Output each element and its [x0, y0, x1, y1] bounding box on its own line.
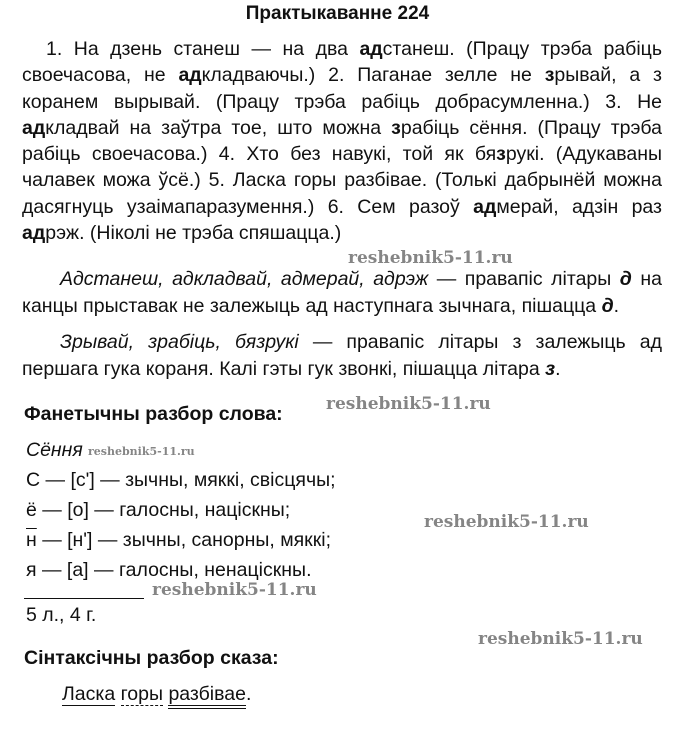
- watermark: reshebnik5-11.ru: [152, 580, 317, 600]
- watermark: reshebnik5-11.ru: [348, 248, 513, 268]
- spelling-rule-z: Зрывай, зрабіць, бязрукі — правапіс літары з залежыць ад першага гука кораня. Калі гэты гук звонкі, пішацца літара з.: [22, 331, 662, 380]
- sentence-object: горы: [120, 683, 164, 705]
- exercise-text: 1. На дзень станеш — на два адстанеш. (Працу трэба рабіць своечасова, не адкладваючы.) 2. Паганае зелле не зрывай, а з коранем вырывай. (Працу трэба рабіць добрасумленна.) 3. Не адкладвай на заўтра тое, што можна зрабіць сёння. (Працу трэба рабіць своечасова.) 4. Хто без навукі, той як бязрукі. (Адукаваны чалавек можа ўсё.) 5. Ласка горы разбівае. (Толькі дабрынёй можна дасягнуць узаімапаразумення.) 6. Сем разоў адмерай, адзін раз адрэж. (Ніколі не трэба спяшацца.): [22, 38, 663, 245]
- watermark: reshebnik5-11.ru: [424, 512, 589, 532]
- divider: [24, 598, 144, 599]
- letter-sound-count: 5 л., 4 г.: [26, 604, 97, 626]
- watermark: reshebnik5-11.ru: [326, 394, 491, 414]
- rule-z-words: Зрывай, зрабіць, бязрукі: [60, 331, 299, 353]
- phonetic-heading: Фанетычны разбор слова:: [24, 403, 283, 425]
- rule-d-words: Адстанеш, адкладвай, адмерай, адрэж: [60, 268, 429, 290]
- exercise-title: Практыкаванне 224: [245, 3, 430, 24]
- syntax-heading: Сінтаксічны разбор сказа:: [24, 647, 279, 669]
- watermark: reshebnik5-11.ru: [478, 629, 643, 649]
- phonetic-row: н — [н'] — зычны, санорны, мяккі;: [26, 529, 331, 551]
- analyzed-sentence: Ласка горы разбівае.: [62, 682, 251, 706]
- analyzed-word: Сёння: [26, 439, 83, 461]
- watermark: reshebnik5-11.ru: [88, 445, 195, 458]
- sentence-predicate: разбівае: [168, 683, 246, 709]
- phonetic-row: С — [с'] — зычны, мяккі, свісцячы;: [26, 469, 336, 491]
- phonetic-row: я — [а] — галосны, ненаціскны.: [26, 559, 312, 581]
- spelling-rule-d: Адстанеш, адкладвай, адмерай, адрэж — правапіс літары д на канцы прыставак не залежыць ад наступнага зычнага, пішацца д.: [22, 268, 662, 317]
- phonetic-row: ё — [о] — галосны, націскны;: [26, 499, 291, 521]
- sentence-subject: Ласка: [62, 683, 116, 705]
